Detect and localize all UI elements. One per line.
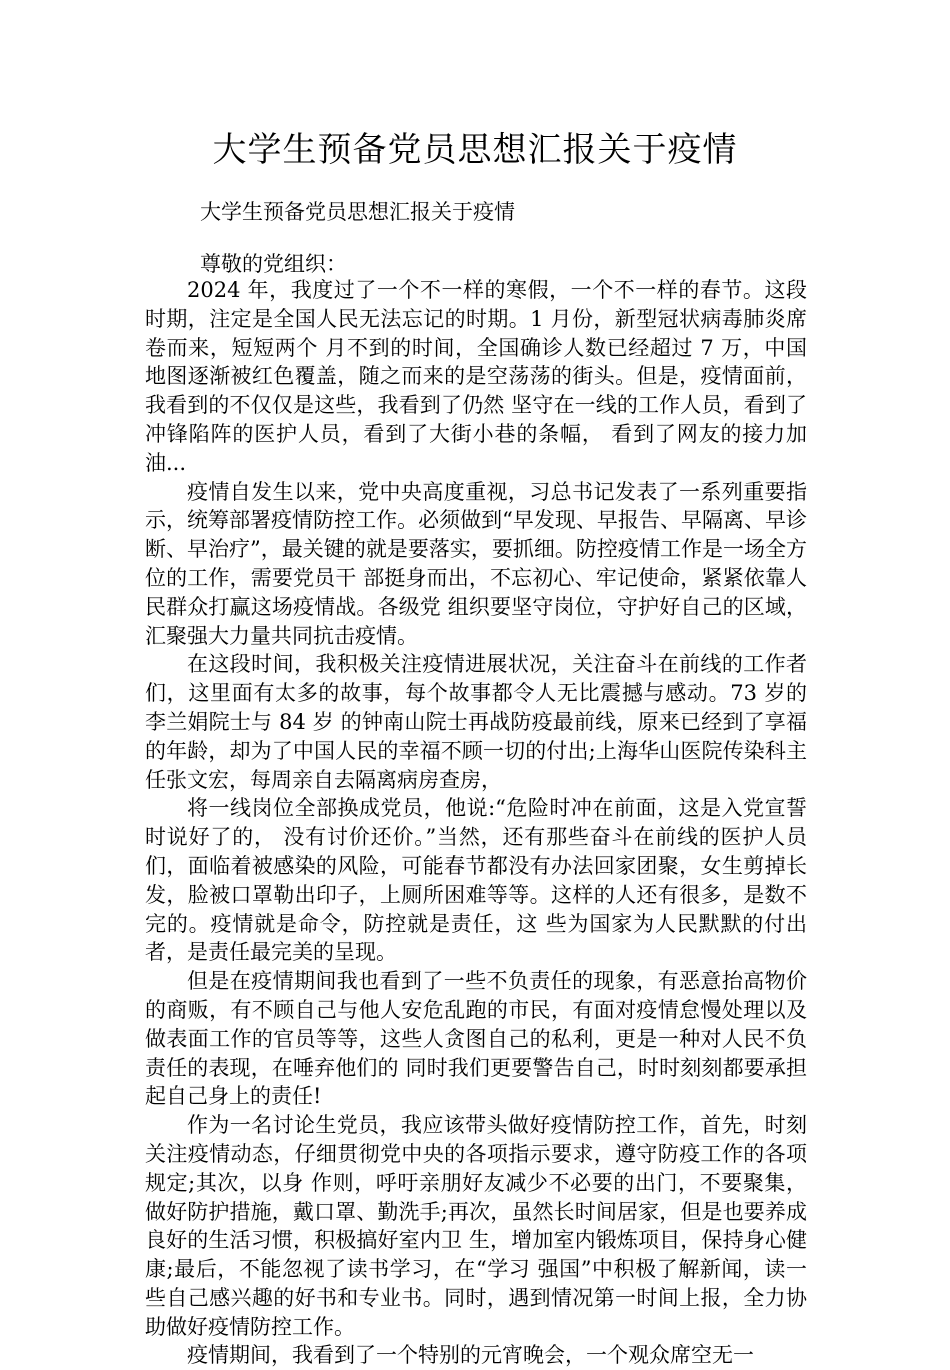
paragraph: 疫情自发生以来，党中央高度重视，习总书记发表了一系列重要指示，统筹部署疫情防控工作。必须做到“早发现、早报告、早隔离、早诊断、早治疗”，最关键的就是要落实，要抓细。防控疫情工作是一场全方位的工作，需要党员干 部挺身而出，不忘初心、牢记使命，紧紧依靠人民群众打赢这场疫情战。各级党 组织要坚守岗位，守护好自己的区域，汇聚强大力量共同抗击疫情。: [145, 479, 807, 648]
paragraph: 但是在疫情期间我也看到了一些不负责任的现象，有恶意抬高物价的商贩，有不顾自己与他人安危乱跑的市民，有面对疫情怠慢处理以及做表面工作的官员等等，这些人贪图自己的私利，更是一种对人民不负责任的表现，在唾弃他们的 同时我们更要警告自己，时时刻刻都要承担起自己身上的责任!: [145, 969, 807, 1109]
document-title: 大学生预备党员思想汇报关于疫情: [212, 130, 738, 170]
paragraph: 疫情期间，我看到了一个特别的元宵晚会，一个观众席空无一: [187, 1343, 754, 1368]
paragraph: 作为一名讨论生党员，我应该带头做好疫情防控工作，首先，时刻关注疫情动态，仔细贯彻党中央的各项指示要求，遵守防疫工作的各项规定;其次，以身 作则，呼吁亲朋好友减少不必要的出门，不要聚集，做好防护措施，戴口罩、勤洗手;再次，虽然长时间居家，但是也要养成良好的生活习惯，积极搞好室内卫 生，增加室内锻炼项目，保持身心健康;最后，不能忽视了读书学习，在“学习 强国”中积极了解新闻，读一些自己感兴趣的好书和专业书。同时，遇到情况第一时间上报，全力协助做好疫情防控工作。: [145, 1113, 807, 1339]
paragraph: 在这段时间，我积极关注疫情进展状况，关注奋斗在前线的工作者们，这里面有太多的故事，每个故事都令人无比震撼与感动。73 岁的李兰娟院士与 84 岁 的钟南山院士再战防疫最前线，原来已经到了享福的年龄，却为了中国人民的幸福不顾一切的付出;上海华山医院传染科主任张文宏，每周亲自去隔离病房查房，: [145, 652, 807, 792]
paragraph: 将一线岗位全部换成党员，他说:“危险时冲在前面，这是入党宣誓时说好了的， 没有讨价还价。”当然，还有那些奋斗在前线的医护人员们，面临着被感染的风险，可能春节都没有办法回家团聚，女生剪掉长发，脸被口罩勒出印子，上厕所困难等等。这样的人还有很多，是数不完的。疫情就是命令，防控就是责任，这 些为国家为人民默默的付出者，是责任最完美的呈现。: [145, 796, 807, 965]
paragraph: 2024 年，我度过了一个不一样的寒假，一个不一样的春节。这段时期，注定是全国人民无法忘记的时期。1 月份，新型冠状病毒肺炎席卷而来，短短两个 月不到的时间，全国确诊人数已经超过 7 万，中国地图逐渐被红色覆盖，随之而来的是空荡荡的街头。但是，疫情面前，我看到的不仅仅是这些，我看到了仍然 坚守在一线的工作人员，看到了冲锋陷阵的医护人员，看到了大街小巷的条幅， 看到了网友的接力加油...: [145, 278, 807, 475]
document-subtitle: 大学生预备党员思想汇报关于疫情: [200, 200, 515, 224]
greeting: 尊敬的党组织：: [200, 252, 347, 276]
document-body: [145, 276, 807, 1370]
